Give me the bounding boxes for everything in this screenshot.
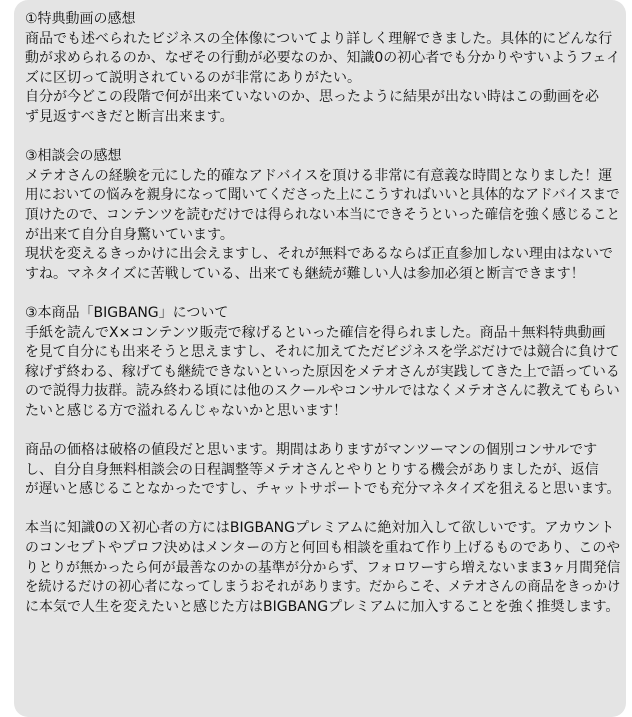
message-line: 現状を変えるきっかけに出会えますし、それが無料であるならば正直参加しない理由はないで	[25, 246, 613, 263]
message-line: りとりが無かったら何が最善なのかの基準が分からず、フォロワーすら増えないまま3ヶ月間発信	[25, 559, 621, 576]
message-line: に本気で人生を変えたいと感じた方はBIGBANGプレミアムに加入することを強く推奨します。	[25, 598, 620, 615]
message-line: が遅いと感じることなかったですし、チャットサポートでも充分マネタイズを狙えると思います。	[25, 481, 621, 498]
message-line: 手紙を読んでX×コンテンツ販売で稼げるといった確信を得られました。商品＋無料特典動画	[25, 324, 606, 341]
paragraph-gap	[25, 284, 620, 304]
message-line: し、自分自身無料相談会の日程調整等メテオさんとやりとりする機会がありましたが、返信	[25, 461, 599, 478]
message-line: たいと感じる方で溢れるんじゃないかと思います！	[25, 402, 347, 419]
message-line: ズに区切って説明されているのが非常にありがたい。	[25, 69, 361, 86]
message-line: メテオさんの経験を元にした的確なアドバイスを頂ける非常に有意義な時間となりました！運	[25, 167, 613, 184]
message-line: 商品でも述べられたビジネスの全体像についてより詳しく理解できました。具体的にどんな行	[25, 30, 613, 47]
message-line: 動が求められるのか、なぜその行動が必要なのか、知識0の初心者でも分かりやすいようフェイ	[25, 50, 621, 67]
paragraph-gap	[25, 500, 620, 520]
message-line: 商品の価格は破格の値段だと思います。期間はありますがマンツーマンの個別コンサルです	[25, 442, 598, 459]
message-line: ので説得力抜群。読み終わる頃には他のスクールやコンサルではなくメテオさんに教えてもらい	[25, 383, 620, 400]
message-line: を見て自分にも出来そうと思えますし、それに加えてただビジネスを学ぶだけでは競合に負けて	[25, 344, 620, 361]
chat-message-bubble	[14, 0, 626, 717]
message-text	[25, 10, 620, 617]
message-line: ず見返すべきだと断言出来ます。	[25, 108, 234, 125]
message-line: 稼げず終わる、稼げても継続できないといった原因をメテオさんが実践してきた上で語っている	[25, 363, 620, 380]
paragraph-gap	[25, 421, 620, 441]
message-line: すね。マネタイズに苦戦している、出来ても継続が難しい人は参加必須と断言できます！	[25, 265, 585, 282]
section-heading: ③相談会の感想	[25, 148, 122, 165]
section-heading: ③本商品「BIGBANG」について	[25, 304, 229, 321]
section-heading: ①特典動画の感想	[25, 11, 136, 27]
message-line: を続けるだけの初心者になってしまうおそれがあります。だからこそ、メテオさんの商品をきっかけ	[25, 579, 621, 596]
message-line: 自分が今どこの段階で何が出来ていないのか、思ったように結果が出ない時はこの動画を必	[25, 89, 599, 106]
message-line: 用においての悩みを親身になって聞いてくださった上にこうすればいいと具体的なアドバイスまで	[25, 187, 620, 204]
message-line: 頂けたので、コンテンツを読むだけでは得られない本当にできそうといった確信を強く感じること	[25, 206, 621, 223]
message-line: 本当に知識0のＸ初心者の方にはBIGBANGプレミアムに絶対加入して欲しいです。アカウント	[25, 520, 615, 537]
paragraph-gap	[25, 128, 620, 148]
message-line: のコンセプトやプロフ決めはメンターの方と何回も相談を重ねて作り上げるものであり、このや	[25, 540, 621, 557]
message-line: が出来て自分自身驚いています。	[25, 226, 234, 243]
